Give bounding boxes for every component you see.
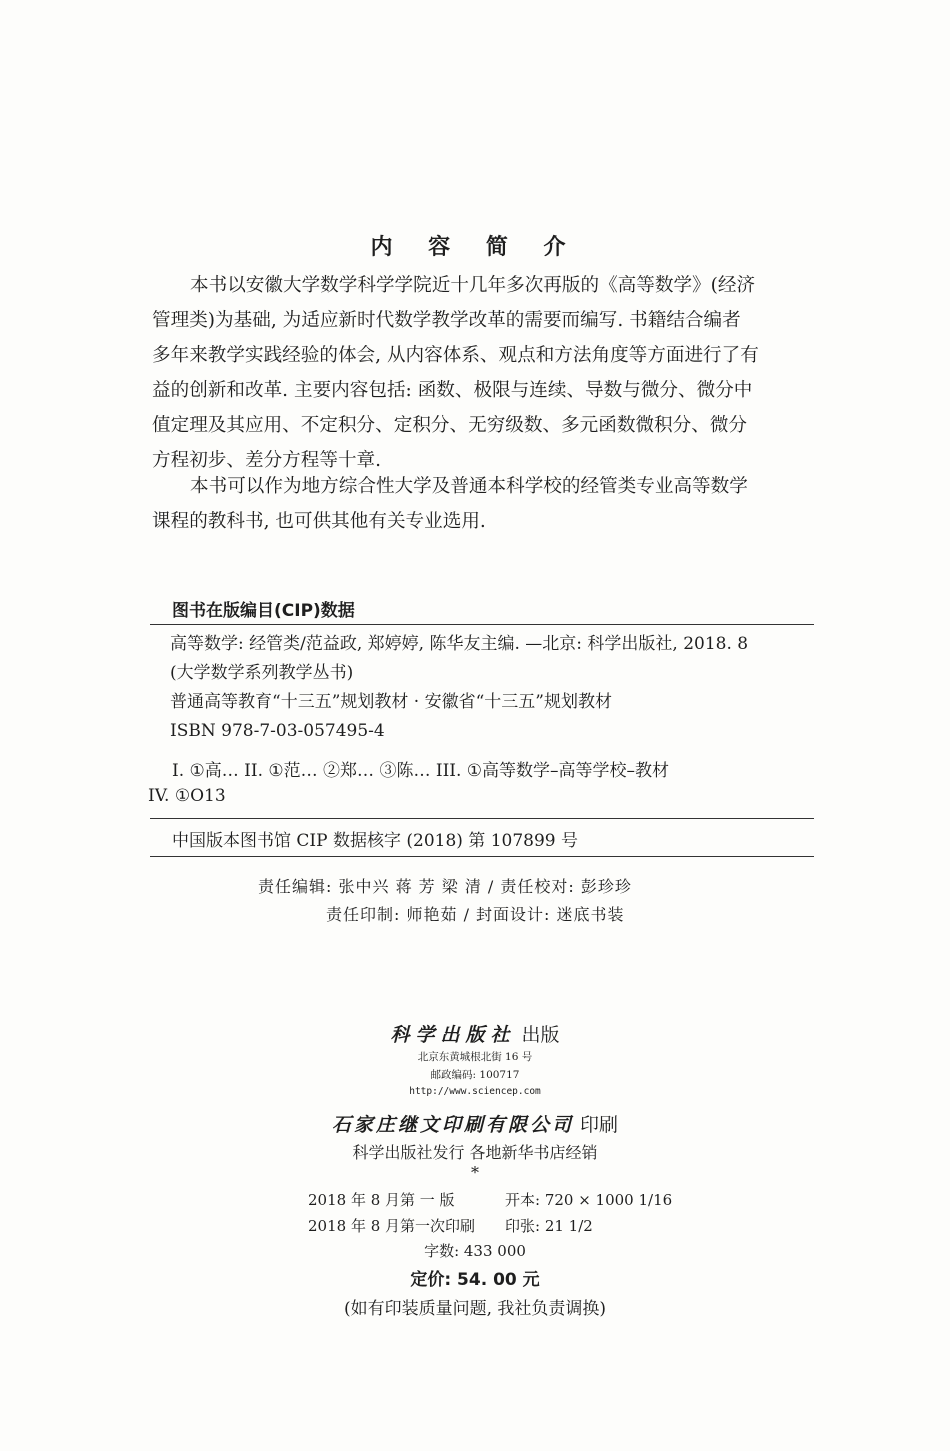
separator-star: * bbox=[471, 1163, 479, 1182]
publisher-url: http://www.sciencep.com bbox=[409, 1086, 541, 1097]
summary-line: 益的创新和改革. 主要内容包括: 函数、极限与连续、导数与微分、微分中 bbox=[152, 380, 753, 401]
cip-top-rule bbox=[150, 624, 814, 625]
distribution-line: 科学出版社发行 各地新华书店经销 bbox=[352, 1143, 598, 1162]
cip-heading: 图书在版编目(CIP)数据 bbox=[172, 601, 355, 621]
summary-title: 内 容 简 介 bbox=[370, 235, 580, 260]
printer-role: 印刷 bbox=[580, 1114, 619, 1136]
summary-paragraph-1 bbox=[152, 268, 816, 478]
quality-notice: (如有印装质量问题, 我社负责调换) bbox=[343, 1299, 607, 1319]
summary-line: 方程初步、差分方程等十章. bbox=[152, 450, 382, 471]
cip-bottom-rule bbox=[150, 856, 814, 857]
edition-sheets: 印张: 21 1/2 bbox=[505, 1217, 593, 1235]
edition-word-count: 字数: 433 000 bbox=[424, 1242, 526, 1260]
staff-editors: 责任编辑: 张中兴 蒋 芳 梁 清 / 责任校对: 彭珍珍 bbox=[258, 877, 632, 896]
publisher-address: 北京东黄城根北街 16 号 bbox=[417, 1051, 533, 1063]
cip-record-line: (大学数学系列教学丛书) bbox=[170, 663, 354, 683]
summary-line: 多年来教学实践经验的体会, 从内容体系、观点和方法角度等方面进行了有 bbox=[152, 345, 759, 366]
staff-production: 责任印制: 师艳茹 / 封面设计: 迷底书装 bbox=[326, 905, 625, 924]
printer-line bbox=[0, 1110, 950, 1137]
book-price: 定价: 54. 00 元 bbox=[410, 1270, 540, 1290]
cip-core-data: 中国版本图书馆 CIP 数据核字 (2018) 第 107899 号 bbox=[172, 831, 579, 851]
publisher-postcode: 邮政编码: 100717 bbox=[430, 1069, 520, 1081]
summary-line: 管理类)为基础, 为适应新时代数学教学改革的需要而编写. 书籍结合编者 bbox=[152, 310, 741, 331]
edition-printing: 2018 年 8 月第一次印刷 bbox=[308, 1217, 476, 1235]
cip-record-line: 高等数学: 经管类/范益政, 郑婷婷, 陈华友主编. —北京: 科学出版社, 2018. 8 bbox=[170, 634, 749, 654]
cip-record-line: 普通高等教育“十三五”规划教材 · 安徽省“十三五”规划教材 bbox=[170, 692, 612, 712]
printer-name: 石家庄继文印刷有限公司 bbox=[331, 1114, 574, 1136]
summary-paragraph-2 bbox=[152, 469, 816, 539]
summary-line: 课程的教科书, 也可供其他有关专业选用. bbox=[152, 511, 486, 532]
publisher-role: 出版 bbox=[521, 1024, 560, 1046]
edition-first-line-left: 2018 年 8 月第 一 版 bbox=[308, 1191, 455, 1209]
cip-classification-1: I. ①高… II. ①范… ②郑… ③陈… III. ①高等数学–高等学校–教材 bbox=[172, 761, 670, 781]
summary-line: 本书可以作为地方综合性大学及普通本科学校的经管类专业高等数学 bbox=[190, 476, 748, 497]
publisher-logo-text: 科学出版社 bbox=[390, 1024, 516, 1046]
cip-record-line: ISBN 978-7-03-057495-4 bbox=[170, 721, 385, 741]
edition-format: 开本: 720 × 1000 1/16 bbox=[505, 1191, 673, 1209]
summary-line: 值定理及其应用、不定积分、定积分、无穷级数、多元函数微积分、微分 bbox=[152, 415, 748, 436]
cip-middle-rule bbox=[150, 818, 814, 819]
publisher-line bbox=[0, 1020, 950, 1047]
cip-classification-2: IV. ①O13 bbox=[148, 786, 226, 806]
cip-record bbox=[170, 630, 748, 746]
summary-line: 本书以安徽大学数学科学学院近十几年多次再版的《高等数学》(经济 bbox=[190, 275, 756, 296]
